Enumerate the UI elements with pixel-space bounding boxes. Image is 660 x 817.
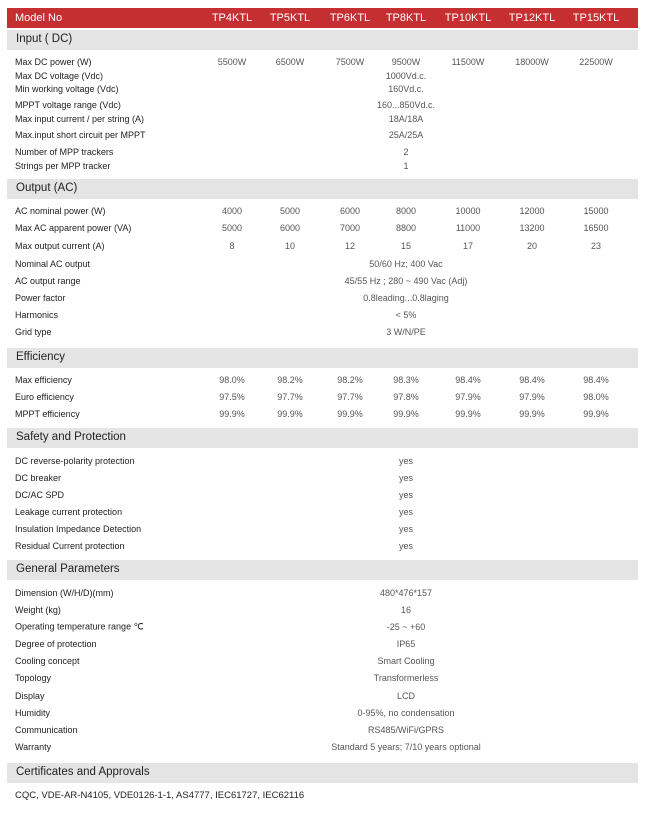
spec-value-merged: RS485/WiFi/GPRS [367,725,445,735]
spec-value: 5000 [279,206,301,216]
spec-value-merged: 25A/25A [388,130,424,140]
spec-label: Insulation Impedance Detection [15,524,142,534]
spec-label: Max AC apparent power (VA) [15,223,132,233]
model-column-header: TP6KTL [329,12,371,24]
spec-value-merged: 1000Vd.c. [385,71,427,81]
spec-value: 99.9% [337,409,363,419]
spec-value: 98.3% [393,375,419,385]
section-header [7,30,638,50]
spec-value: 98.0% [583,392,609,402]
spec-value-merged: 160Vd.c. [388,84,424,94]
spec-value-merged: yes [398,524,414,534]
model-header-row [7,8,638,28]
spec-value: 97.5% [219,392,245,402]
spec-label: Number of MPP trackers [15,147,114,157]
section-header [7,763,638,783]
spec-value: 15000 [583,206,609,216]
certificates-text: CQC, VDE-AR-N4105, VDE0126-1-1, AS4777, IEC61727, IEC62116 [15,790,305,801]
spec-value: 98.2% [277,375,303,385]
spec-value: 17 [462,241,474,251]
spec-value-merged: yes [398,507,414,517]
spec-value: 23 [590,241,602,251]
spec-value: 97.9% [455,392,481,402]
spec-value: 98.2% [337,375,363,385]
model-column-header: TP12KTL [508,12,556,24]
spec-label: Grid type [15,327,52,337]
spec-label: Max.input short circuit per MPPT [15,130,146,140]
spec-label: Leakage current protection [15,507,123,517]
spec-label: Residual Current protection [15,541,125,551]
spec-value-merged: 16 [400,605,412,615]
section-header [7,179,638,199]
spec-label: Cooling concept [15,656,80,666]
spec-value-merged: 160...850Vd.c. [376,100,436,110]
spec-label: Operating temperature range ℃ [15,621,144,632]
spec-label: Topology [15,673,52,683]
spec-value: 18000W [515,57,549,67]
spec-value: 16500 [583,223,609,233]
model-no-label: Model No [15,12,63,24]
spec-value: 8 [229,241,235,251]
spec-label: Max input current / per string (A) [15,114,145,124]
spec-value: 99.9% [277,409,303,419]
spec-value: 6000 [279,223,301,233]
spec-value: 97.9% [519,392,545,402]
spec-value-merged: 0.8leading...0.8laging [363,293,449,303]
spec-value-merged: 50/60 Hz; 400 Vac [369,259,443,269]
spec-value: 6500W [275,57,305,67]
spec-value-merged: 2 [403,147,409,157]
spec-value: 15 [400,241,412,251]
model-column-header: TP5KTL [269,12,311,24]
spec-label: Max output current (A) [15,241,105,251]
spec-value: 5000 [221,223,243,233]
spec-label: DC/AC SPD [15,490,65,500]
spec-value: 98.4% [583,375,609,385]
spec-value: 99.9% [219,409,245,419]
model-column-header: TP10KTL [444,12,492,24]
spec-value: 11500W [451,57,485,67]
spec-label: Power factor [15,293,66,303]
spec-value-merged: 1 [403,161,409,171]
spec-value-merged: IP65 [396,639,416,649]
spec-value: 22500W [579,57,613,67]
spec-value: 97.7% [337,392,363,402]
spec-label: Warranty [15,742,52,752]
spec-label: Max DC voltage (Vdc) [15,71,104,81]
section-title: General Parameters [16,563,120,575]
spec-value: 11000 [455,223,481,233]
spec-label: Weight (kg) [15,605,61,615]
spec-label: Min working voltage (Vdc) [15,84,119,94]
spec-label: Euro efficiency [15,392,74,402]
spec-label: Max efficiency [15,375,72,385]
spec-value: 98.4% [519,375,545,385]
section-title: Input ( DC) [16,33,73,45]
spec-value: 10 [284,241,296,251]
spec-label: Strings per MPP tracker [15,161,111,171]
spec-label: AC nominal power (W) [15,206,106,216]
spec-label: Degree of protection [15,639,97,649]
spec-value-merged: 0-95%, no condensation [357,708,455,718]
spec-value: 9500W [391,57,421,67]
spec-value: 97.7% [277,392,303,402]
section-title: Safety and Protection [16,431,126,443]
spec-label: MPPT efficiency [15,409,80,419]
spec-label: MPPT voltage range (Vdc) [15,100,121,110]
spec-value-merged: yes [398,490,414,500]
spec-label: AC output range [15,276,81,286]
spec-label: Nominal AC output [15,259,91,269]
spec-label: DC reverse-polarity protection [15,456,135,466]
spec-value: 6000 [339,206,361,216]
spec-value: 98.4% [455,375,481,385]
section-header [7,428,638,448]
spec-value-merged: LCD [396,691,416,701]
spec-label: DC breaker [15,473,62,483]
model-column-header: TP8KTL [385,12,427,24]
spec-value-merged: < 5% [395,310,417,320]
section-title: Certificates and Approvals [16,766,150,778]
spec-value-merged: Standard 5 years; 7/10 years optional [331,742,481,752]
spec-value-merged: Smart Cooling [377,656,435,666]
spec-value: 99.9% [583,409,609,419]
spec-value: 4000 [221,206,243,216]
spec-value: 12000 [519,206,545,216]
spec-value-merged: 45/55 Hz ; 280 ~ 490 Vac (Adj) [344,276,468,286]
spec-value-merged: yes [398,541,414,551]
spec-value-merged: Transformerless [373,673,439,683]
spec-value: 20 [526,241,538,251]
section-title: Efficiency [16,351,66,363]
spec-label: Humidity [15,708,51,718]
model-column-header: TP15KTL [572,12,620,24]
spec-value-merged: -25 ~ +60 [386,622,426,632]
model-column-header: TP4KTL [211,12,253,24]
spec-value: 13200 [519,223,545,233]
spec-value: 7500W [335,57,365,67]
spec-value-merged: 18A/18A [388,114,424,124]
spec-label: Dimension (W/H/D)(mm) [15,588,114,598]
spec-value-merged: yes [398,456,414,466]
spec-value: 99.9% [455,409,481,419]
spec-value-merged: 3 W/N/PE [386,327,426,337]
spec-label: Communication [15,725,78,735]
spec-value-merged: yes [398,473,414,483]
spec-value: 8000 [395,206,417,216]
spec-value: 5500W [217,57,247,67]
spec-value: 10000 [455,206,481,216]
spec-value: 99.9% [519,409,545,419]
spec-value: 7000 [339,223,361,233]
spec-label: Harmonics [15,310,59,320]
section-title: Output (AC) [16,182,78,194]
spec-value: 12 [344,241,356,251]
spec-value: 99.9% [393,409,419,419]
spec-label: Display [15,691,45,701]
section-header [7,348,638,368]
section-header [7,560,638,580]
spec-label: Max DC power (W) [15,57,92,67]
spec-value: 8800 [395,223,417,233]
spec-value: 97.8% [393,392,419,402]
spec-value-merged: 480*476*157 [379,588,433,598]
spec-value: 98.0% [219,375,245,385]
